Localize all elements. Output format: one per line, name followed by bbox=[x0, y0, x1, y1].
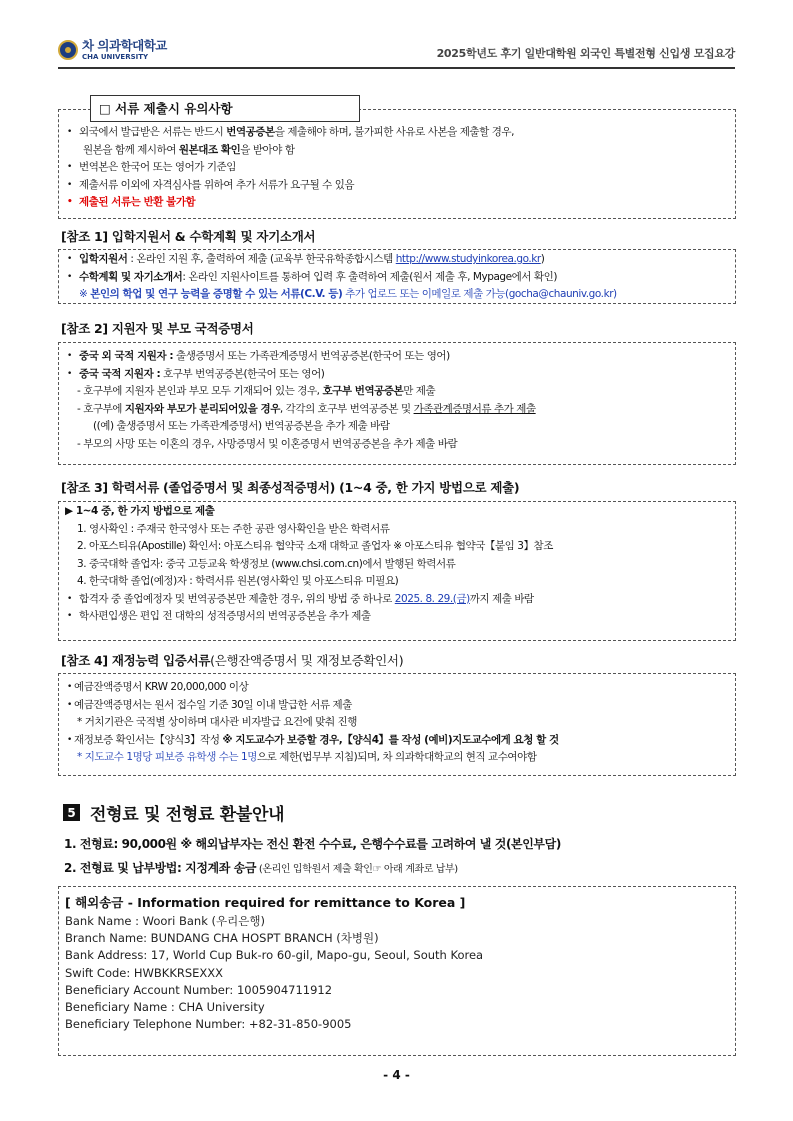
bank-info-list bbox=[65, 893, 730, 1033]
account-number: Beneficiary Account Number: 1005904711912 bbox=[65, 982, 333, 997]
ref4-item-2: • 예금잔액증명서는 원서 접수일 기준 30일 이내 발급한 서류 제출 bbox=[62, 697, 732, 715]
ref2-item-3: - 호구부에 지원자 본인과 부모 모두 기재되어 있는 경우, 호구부 번역공증본만 제출 bbox=[77, 385, 436, 397]
ref1-item-1: • 입학지원서 : 온라인 지원 후, 출력하여 제출 (교육부 한국유학종합시스템 http://www.studyinkorea.go.kr) bbox=[62, 251, 732, 269]
ref3-step-4: 4. 한국대학 졸업(예정)자 : 학력서류 원본(영사확인 및 아포스티유 미필요) bbox=[77, 575, 399, 587]
ref2-list bbox=[62, 348, 732, 453]
logo-english-text: CHA UNIVERSITY bbox=[82, 52, 149, 61]
ref3-item-2: • 학사편입생은 편입 전 대학의 성적증명서의 번역공증본을 추가 제출 bbox=[62, 608, 732, 626]
caution-list bbox=[62, 124, 732, 212]
ref2-item-5: ((예) 출생증명서 또는 가족관계증명서) 번역공증본을 추가 제출 바람 bbox=[93, 420, 390, 432]
ref3-title: [참조 3] 학력서류 (졸업증명서 및 최종성적증명서) (1~4 중, 한 가지 방법으로 제출) bbox=[61, 480, 520, 495]
caution-item-1-cont: 원본을 함께 제시하여 원본대조 확인을 받아야 함 bbox=[83, 143, 295, 156]
header-divider bbox=[58, 67, 735, 69]
ref3-step-2: 2. 아포스티유(Apostille) 확인서: 아포스티유 협약국 소재 대학교 졸업자 ※ 아포스티유 협약국【붙임 3】참조 bbox=[77, 540, 553, 552]
ref1-item-2: • 수학계획 및 자기소개서: 온라인 지원사이트를 통하여 입력 후 출력하여 제출(원서 제출 후, Mypage에서 확인) bbox=[62, 269, 732, 287]
ref4-item-3: * 거치기관은 국적별 상이하며 대사관 비자발급 요건에 맞춰 진행 bbox=[77, 716, 357, 728]
university-seal-icon bbox=[58, 40, 78, 60]
logo-korean-text: 차 의과학대학교 bbox=[82, 38, 167, 53]
ref1-item-3: ※ 본인의 학업 및 연구 능력을 증명할 수 있는 서류(C.V. 등) 추가 업로드 또는 이메일로 제출 가능(gocha@chauniv.go.kr) bbox=[79, 288, 617, 300]
ref3-item-1: • 합격자 중 졸업예정자 및 번역공증본만 제출한 경우, 위의 방법 중 하나로 2025. 8. 29.(금)까지 제출 바람 bbox=[62, 591, 732, 609]
ref4-list bbox=[62, 679, 732, 767]
studyinkorea-link[interactable]: http://www.studyinkorea.go.kr bbox=[395, 253, 541, 265]
caution-box-title: □ 서류 제출시 유의사항 bbox=[90, 95, 360, 122]
ref4-item-4: • 재정보증 확인서는【양식3】작성 ※ 지도교수가 보증할 경우,【양식4】를 작성 (예비)지도교수에게 요청 할 것 bbox=[62, 732, 732, 750]
fee-amount-line: 1. 전형료: 90,000원 ※ 해외납부자는 전신 환전 수수료, 은행수수료를 고려하여 낼 것(본인부담) bbox=[64, 837, 561, 851]
ref2-item-6: - 부모의 사망 또는 이혼의 경우, 사망증명서 및 이혼증명서 번역공증본을 추가 제출 바람 bbox=[77, 437, 458, 450]
swift-code: Swift Code: HWBKKRSEXXX bbox=[65, 965, 224, 980]
beneficiary-name: Beneficiary Name : CHA University bbox=[65, 1000, 265, 1015]
ref3-step-3: 3. 중국대학 졸업자: 중국 고등교육 학생정보 (www.chsi.com.cn)에서 발행된 학력서류 bbox=[77, 557, 456, 570]
ref3-list bbox=[62, 503, 732, 626]
ref2-item-2: • 중국 국적 지원자 : 호구부 번역공증본(한국어 또는 영어) bbox=[62, 366, 732, 384]
section-number-badge: 5 bbox=[63, 804, 80, 821]
section5-heading bbox=[63, 800, 284, 825]
document-title: 2025학년도 후기 일반대학원 외국인 특별전형 신입생 모집요강 bbox=[436, 47, 735, 60]
university-logo bbox=[58, 40, 167, 61]
ref2-title: [참조 2] 지원자 및 부모 국적증명서 bbox=[61, 321, 254, 336]
ref1-title: [참조 1] 입학지원서 & 수학계획 및 자기소개서 bbox=[61, 229, 316, 244]
section5-title: 전형료 및 전형료 환불안내 bbox=[90, 805, 285, 825]
caution-item-1: • 외국에서 발급받은 서류는 반드시 번역공증본을 제출해야 하며, 불가피한 사유로 사본을 제출할 경우, bbox=[62, 124, 732, 142]
ref2-item-1: • 중국 외 국적 지원자 : 출생증명서 또는 가족관계증명서 번역공증본(한국어 또는 영어) bbox=[62, 348, 732, 366]
ref3-subhead: ▶ 1~4 중, 한 가지 방법으로 제출 bbox=[65, 505, 215, 517]
deadline-date: 2025. 8. 29.(금) bbox=[394, 592, 470, 605]
ref4-item-1: • 예금잔액증명서 KRW 20,000,000 이상 bbox=[62, 679, 732, 697]
branch-name: Branch Name: BUNDANG CHA HOSPT BRANCH (차병원) bbox=[65, 931, 379, 946]
fee-payment-line: 2. 전형료 및 납부방법: 지정계좌 송금 (온리인 입학원서 제출 확인☞ 아래 계좌로 납부) bbox=[64, 861, 458, 875]
bank-address: Bank Address: 17, World Cup Buk-ro 60-gil, Mapo-gu, Seoul, South Korea bbox=[65, 948, 484, 963]
ref4-item-5: * 지도교수 1명당 피보증 유학생 수는 1명으로 제한(법무부 지침)되며, 차 의과학대학교의 현직 교수여야함 bbox=[77, 751, 537, 763]
ref2-item-4: - 호구부에 지원자와 부모가 분리되어있을 경우, 각각의 호구부 번역공증본 및 가족관계증명서류 추가 제출 bbox=[77, 402, 536, 415]
caution-item-2: • 번역본은 한국어 또는 영어가 기준임 bbox=[62, 159, 732, 177]
caution-item-4: • 제출된 서류는 반환 불가함 bbox=[62, 194, 732, 212]
ref3-step-1: 1. 영사확인 : 주재국 한국영사 또는 주한 공관 영사확인을 받은 학력서류 bbox=[77, 522, 390, 535]
ref1-list bbox=[62, 251, 732, 304]
bank-name: Bank Name : Woori Bank (우리은행) bbox=[65, 914, 265, 928]
bank-info-title: [ 해외송금 - Information required for remittance to Korea ] bbox=[65, 895, 466, 910]
beneficiary-telephone: Beneficiary Telephone Number: +82-31-850-9005 bbox=[65, 1017, 352, 1032]
caution-item-3: • 제출서류 이외에 자격심사를 위하여 추가 서류가 요구될 수 있음 bbox=[62, 177, 732, 195]
ref4-title: [참조 4] 재정능력 입증서류(은행잔액증명서 및 재정보증확인서) bbox=[61, 653, 404, 668]
page-number: - 4 - bbox=[383, 1068, 410, 1082]
